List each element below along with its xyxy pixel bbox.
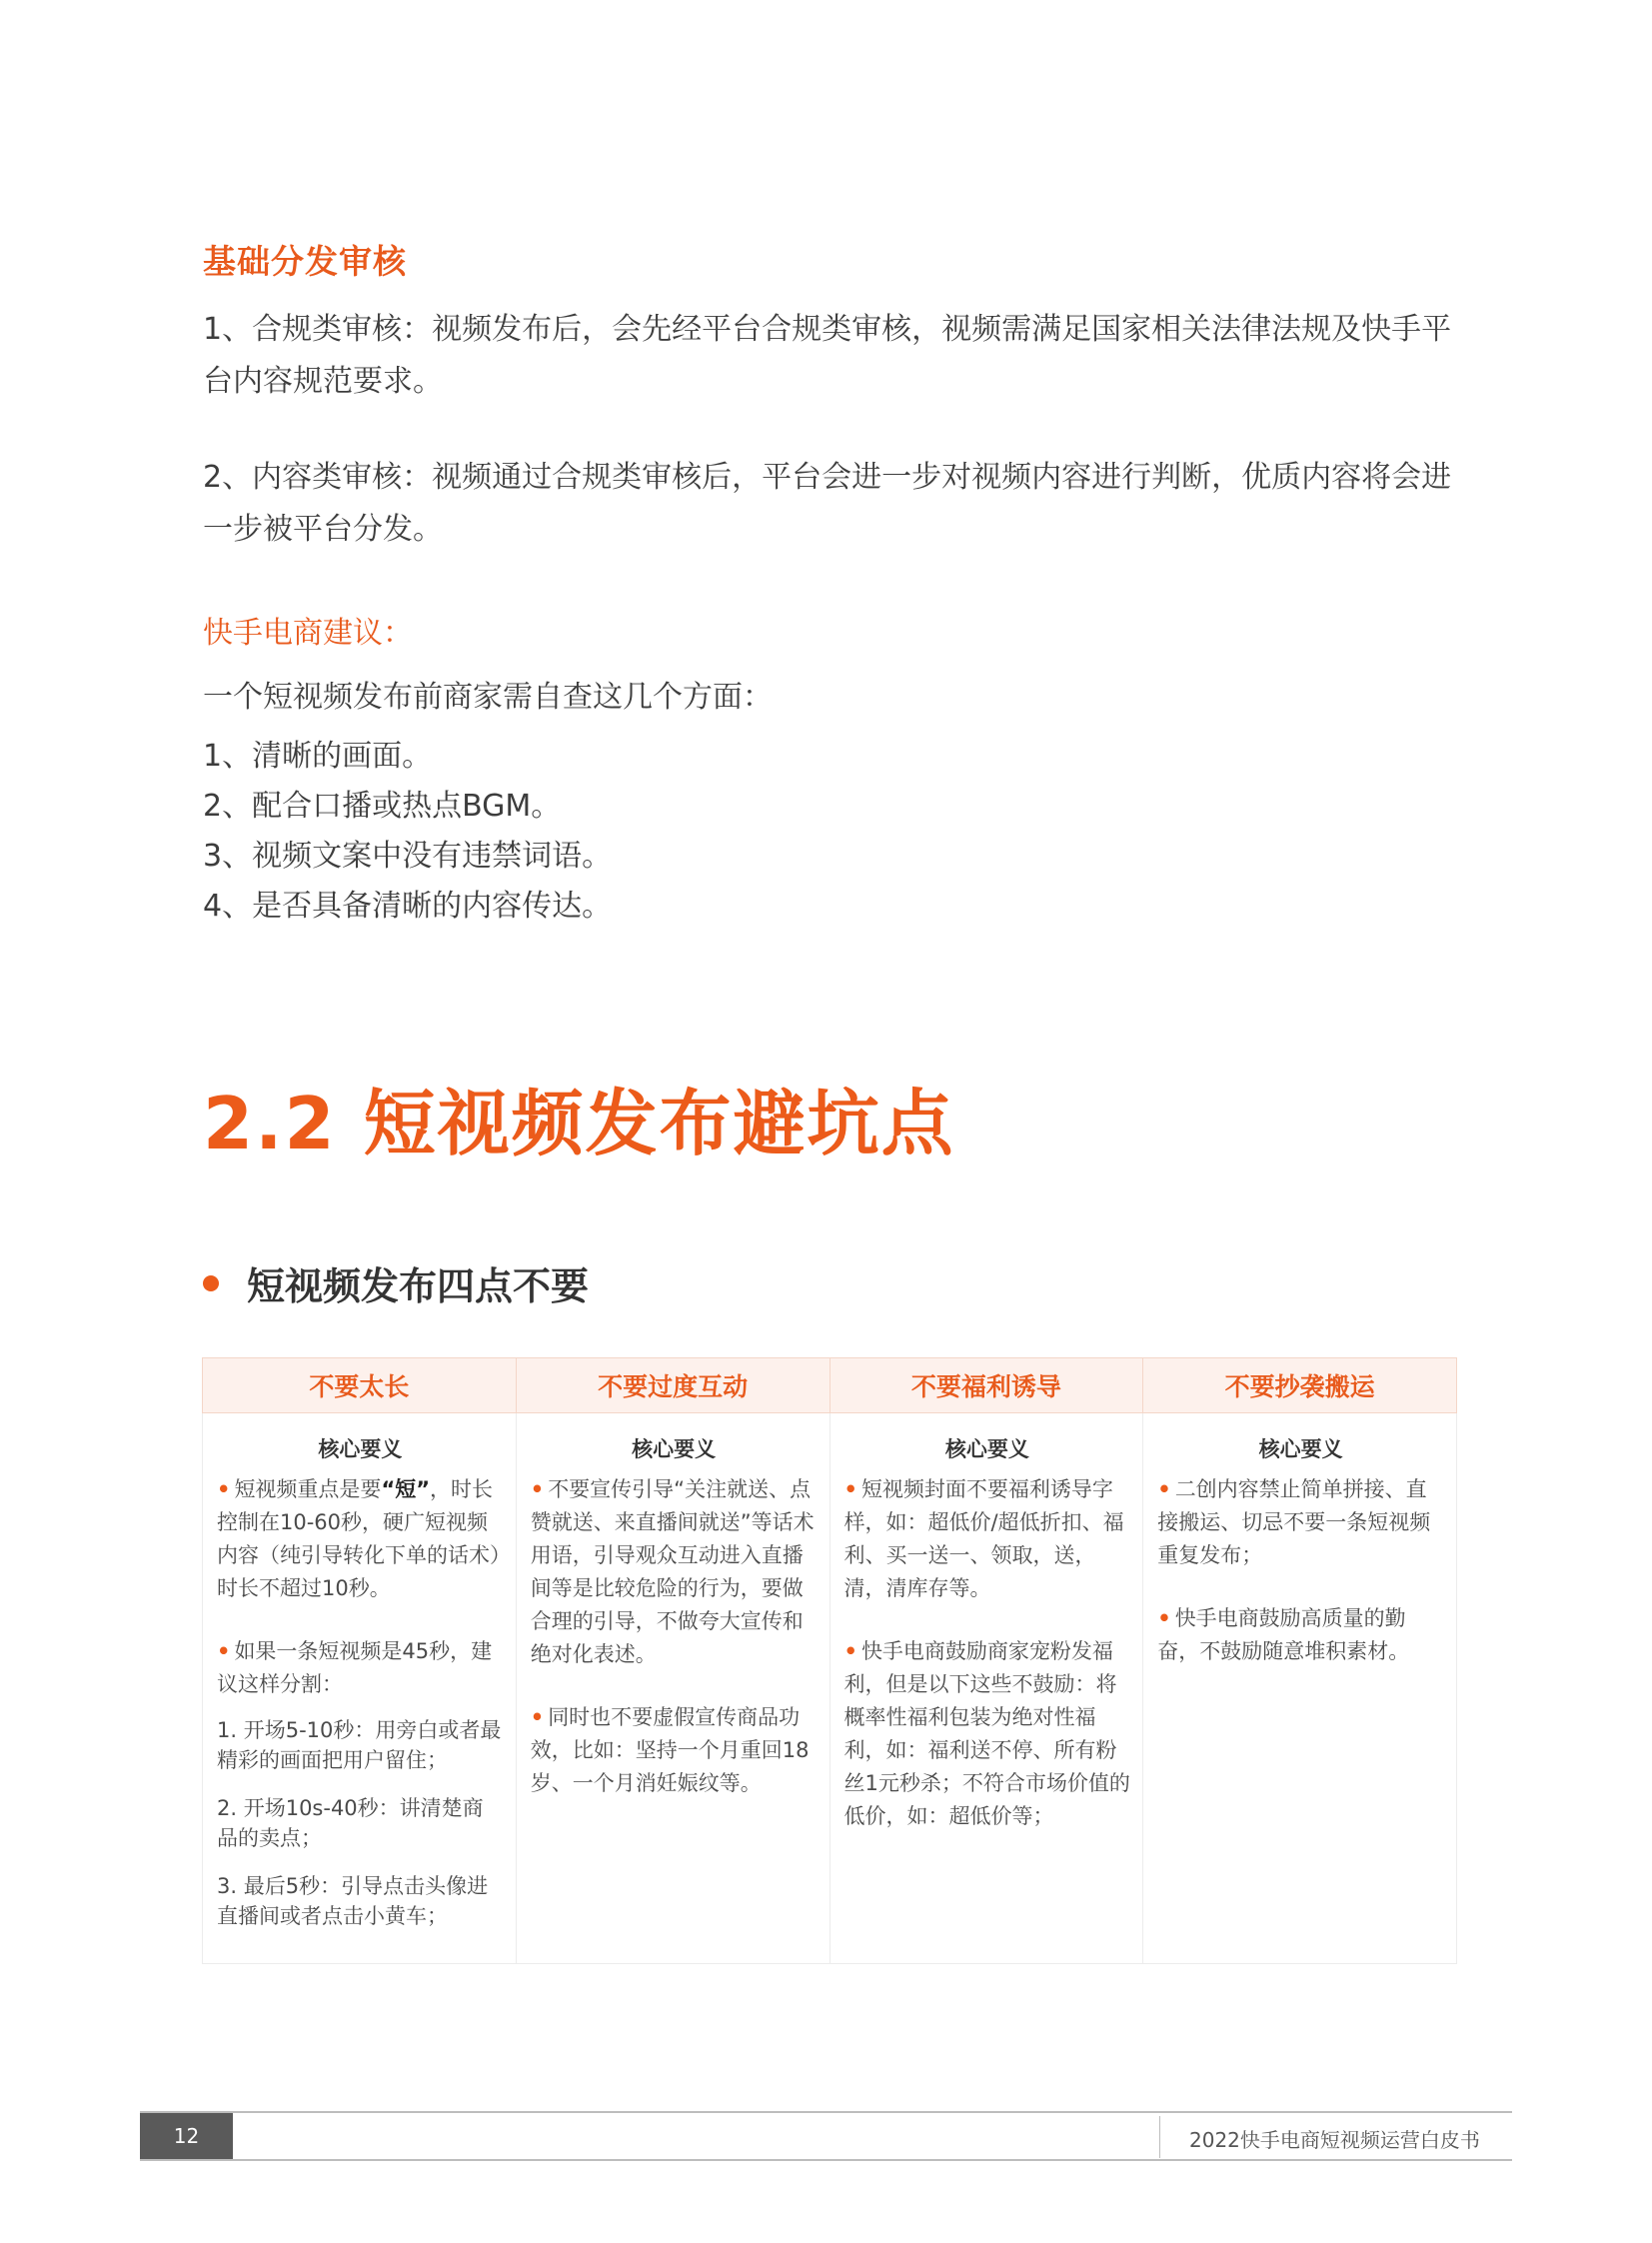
bullet-icon: •: [530, 1477, 545, 1501]
bullet-item: [531, 1701, 818, 1800]
item-text: 短视频重点是要: [234, 1477, 382, 1501]
four-donts-table: [202, 1357, 1457, 1964]
bullet-dot-icon: [203, 1275, 219, 1291]
item-text: 快手电商鼓励商家宠粉发福利，但是以下这些不鼓励：将概率性福利包装为绝对性福利，如：福利送不停、所有粉丝1元秒杀；不符合市场价值的低价，如：超低价等；: [843, 1639, 1130, 1828]
bullet-item: [217, 1635, 504, 1701]
core-label: 核心要义: [318, 1437, 403, 1461]
item-text: 同时也不要虚假宣传商品功效，比如：坚持一个月重回18岁、一个月消妊娠纹等。: [530, 1705, 810, 1795]
chapter-title: 2.2 短视频发布避坑点: [203, 1082, 955, 1165]
bullet-icon: •: [843, 1639, 857, 1663]
step-item: 3. 最后5秒：引导点击头像进直播间或者点击小黄车；: [217, 1874, 489, 1928]
column-header: 不要过度互动: [516, 1358, 829, 1413]
bullet-item: [217, 1473, 504, 1605]
column-header: 不要福利诱导: [829, 1358, 1143, 1413]
item-text: 不要宣传引导“关注就送、点赞就送、来直播间就送”等话术用语，引导观众互动进入直播间等是比较危险的行为，要做合理的引导，不做夸大宣传和绝对化表述。: [530, 1477, 815, 1666]
table-cell-over-interaction: [516, 1413, 829, 1964]
table-row: [203, 1413, 1457, 1964]
column-header: 不要抄袭搬运: [1143, 1358, 1457, 1413]
advice-title: 快手电商建议：: [203, 616, 413, 651]
bullet-item: [531, 1473, 818, 1671]
paragraph-compliance-review: 1、合规类审核：视频发布后，会先经平台合规类审核，视频需满足国家相关法律法规及快手平台内容规范要求。: [203, 312, 1452, 399]
advice-checklist: [203, 732, 612, 932]
checklist-item: 3、视频文案中没有违禁词语。: [203, 839, 613, 874]
table-cell-plagiarism: [1143, 1413, 1457, 1964]
bullet-icon: •: [1157, 1477, 1171, 1501]
table-cell-too-long: [203, 1413, 517, 1964]
core-label: 核心要义: [1258, 1437, 1343, 1461]
bullet-icon: •: [530, 1705, 545, 1729]
bullet-icon: •: [217, 1477, 231, 1501]
page-number: 12: [140, 2113, 233, 2159]
bullet-icon: •: [843, 1477, 857, 1501]
paragraph-content-review: 2、内容类审核：视频通过合规类审核后，平台会进一步对视频内容进行判断，优质内容将会进一步被平台分发。: [203, 460, 1452, 547]
footer-doc-title: 2022快手电商短视频运营白皮书: [1189, 2128, 1480, 2152]
table-cell-benefit-inducement: [829, 1413, 1143, 1964]
bullet-item: [1157, 1473, 1444, 1572]
bullet-item: [844, 1473, 1131, 1605]
item-emphasis: “短”: [381, 1477, 431, 1501]
column-header: 不要太长: [203, 1358, 517, 1413]
item-text: 如果一条短视频是45秒，建议这样分割：: [217, 1639, 493, 1696]
subsection-heading: [203, 1255, 589, 1310]
checklist-item: 4、是否具备清晰的内容传达。: [203, 889, 613, 924]
footer-top-rule: [140, 2111, 1512, 2113]
step-item: 1. 开场5-10秒：用旁白或者最精彩的画面把用户留住；: [217, 1718, 502, 1772]
footer-divider: [1159, 2116, 1160, 2158]
item-text: 二创内容禁止简单拼接、直接搬运、切忌不要一条短视频重复发布；: [1157, 1477, 1431, 1567]
core-label: 核心要义: [944, 1437, 1029, 1461]
footer-bottom-rule: [140, 2159, 1512, 2161]
checklist-item: 2、配合口播或热点BGM。: [203, 789, 562, 824]
item-text: 短视频封面不要福利诱导字样，如：超低价/超低折扣、福利、买一送一、领取，送，清，清库存等。: [843, 1477, 1124, 1600]
bullet-icon: •: [217, 1639, 231, 1663]
subsection-title: 短视频发布四点不要: [247, 1264, 590, 1308]
advice-intro: 一个短视频发布前商家需自查这几个方面：: [203, 680, 773, 715]
checklist-item: 1、清晰的画面。: [203, 739, 433, 774]
step-item: 2. 开场10s-40秒：讲清楚商品的卖点；: [217, 1796, 484, 1850]
item-text: ，时长控制在10-60秒，硬广短视频内容（纯引导转化下单的话术）时长不超过10秒。: [217, 1477, 501, 1600]
item-text: 快手电商鼓励高质量的勤奋，不鼓励随意堆积素材。: [1157, 1606, 1410, 1663]
bullet-item: [1157, 1602, 1444, 1668]
section-heading: 基础分发审核: [203, 242, 407, 281]
core-label: 核心要义: [632, 1437, 717, 1461]
bullet-icon: •: [1157, 1606, 1171, 1630]
bullet-item: [844, 1635, 1131, 1833]
table-header-row: [203, 1358, 1457, 1413]
